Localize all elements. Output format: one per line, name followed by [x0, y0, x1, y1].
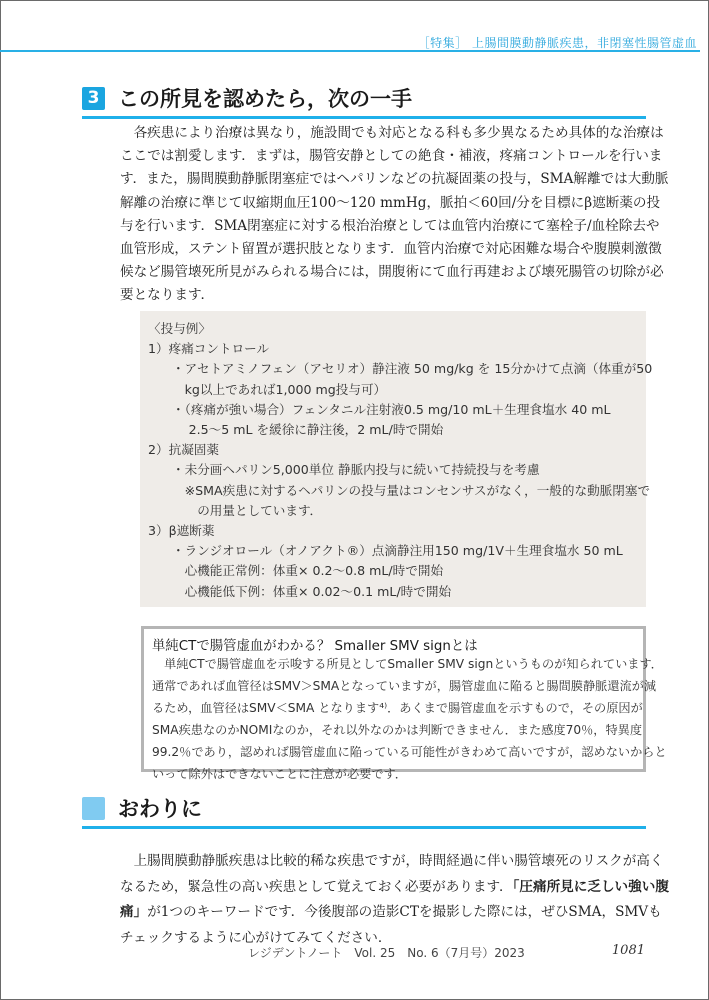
text-line: ここでは割愛します．まずは，腸管安静としての絶食・補液，疼痛コントロールを行いま [120, 148, 663, 165]
conclusion-body [120, 849, 669, 952]
dosing-item-title: 2）抗凝固薬 [148, 442, 219, 458]
text-line: す．また，腸間膜動静脈閉塞症ではヘパリンなどの抗凝固薬の投与，SMA解離では大動脈 [120, 171, 669, 188]
dosing-line: ・未分画ヘパリン5,000単位 静脈内投与に続いて持続投与を考慮 [172, 462, 540, 478]
running-head: ［特集］ 上腸間膜動静脈疾患，非閉塞性腸管虚血 [417, 36, 697, 50]
dosing-line: ・アセトアミノフェン（アセリオ）静注液 50 mg/kg を 15分かけて点滴（体重が50 [172, 361, 653, 377]
column-line: るため，血管径はSMV＜SMA となります⁴⁾．あくまで腸管虚血を示すもので，その原因が [152, 701, 643, 715]
dosing-line: ・（疼痛が強い場合）フェンタニル注射液0.5 mg/10 mL＋生理食塩水 40 mL [172, 401, 611, 417]
text-span: なるため，緊急性の高い疾患として覚えておく必要があります． [120, 878, 513, 895]
section-title: この所見を認めたら，次の一手 [118, 87, 412, 111]
emphasis: 「圧痛所見に乏しい強い腹 [512, 878, 669, 895]
section-number-badge: 3 [82, 87, 105, 110]
dosing-line: ・ランジオロール（オノアクト®）点滴静注用150 mg/1V＋生理食塩水 50 mL [172, 543, 623, 559]
text-line: 与を行います．SMA閉塞症に対する根治治療としては血管内治療にて塞栓子/血栓除去や [120, 217, 660, 234]
text-line [120, 875, 669, 901]
journal-footer: レジデントノート Vol. 25 No. 6（7月号）2023 [248, 946, 525, 960]
dosing-item-title: 3）β遮断薬 [148, 523, 215, 538]
column-line: いって除外はできないことに注意が必要です． [152, 767, 407, 781]
text-line: 解離の治療に準じて収縮期血圧100～120 mmHg，脈拍＜60回/分を目標にβ遮断薬の投 [120, 194, 661, 211]
column-box [141, 626, 667, 781]
dosing-example-box [140, 311, 653, 607]
text-line: 要となります． [120, 287, 215, 304]
page-number: 1081 [611, 943, 645, 958]
dosing-line: 心機能低下例：体重× 0.02～0.1 mL/時で開始 [172, 583, 452, 599]
column-line: SMA疾患なのかNOMIなのか，それ以外なのかは判断できません．また感度70％，特異度 [152, 723, 643, 737]
section-3-body [120, 122, 669, 308]
heading-square [82, 797, 105, 820]
column-line: 単純CTで腸管虚血を示唆する所見としてSmaller SMV signというものが知られています． [152, 657, 663, 671]
dosing-item-title: 1）疼痛コントロール [148, 341, 270, 357]
column-title: 単純CTで腸管虚血がわかる？ Smaller SMV signとは [152, 639, 478, 654]
emphasis: 痛」 [120, 904, 148, 921]
column-line: 99.2％であり，認めれば腸管虚血に陥っている可能性がきわめて高いですが，認めないからと [152, 745, 667, 759]
section-rule [82, 116, 646, 119]
text-line [120, 900, 662, 926]
text-span: が1つのキーワードです．今後腹部の造影CTを撮影した際には，ぜひSMA，SMVも [147, 904, 662, 921]
dosing-line: 心機能正常例：体重× 0.2～0.8 mL/時で開始 [172, 563, 444, 579]
text-line: チェックするように心がけてみてください． [120, 930, 392, 947]
dosing-line: 2.5～5 mL を緩徐に静注後，2 mL/時で開始 [172, 422, 444, 437]
column-line: 通常であれば血管径はSMV＞SMAとなっていますが，腸管虚血に陥ると腸間膜静脈還流が減 [152, 679, 657, 693]
conclusion-rule [82, 826, 646, 829]
header-rule [0, 50, 700, 52]
text-line: 上腸間膜動静脈疾患は比較的稀な疾患ですが，時間経過に伴い腸管壊死のリスクが高く [120, 853, 664, 869]
box-heading: 〈投与例〉 [148, 321, 211, 336]
text-line: 候など腸管壊死所見がみられる場合には，開腹術にて血行再建および壊死腸管の切除が必 [120, 264, 664, 281]
conclusion-title: おわりに [118, 797, 202, 821]
dosing-line: の用量としています． [172, 502, 323, 518]
dosing-line: kg以上であれば1,000 mg投与可） [172, 381, 387, 397]
text-line: 血管形成，ステント留置が選択肢となります．血管内治療で対応困難な場合や腹膜刺激徴 [120, 241, 662, 258]
text-line: 各疾患により治療は異なり，施設間でも対応となる科も多少異なるため具体的な治療は [120, 125, 664, 141]
dosing-line: ※SMA疾患に対するヘパリンの投与量はコンセンサスがなく，一般的な動脈閉塞で [172, 482, 651, 498]
